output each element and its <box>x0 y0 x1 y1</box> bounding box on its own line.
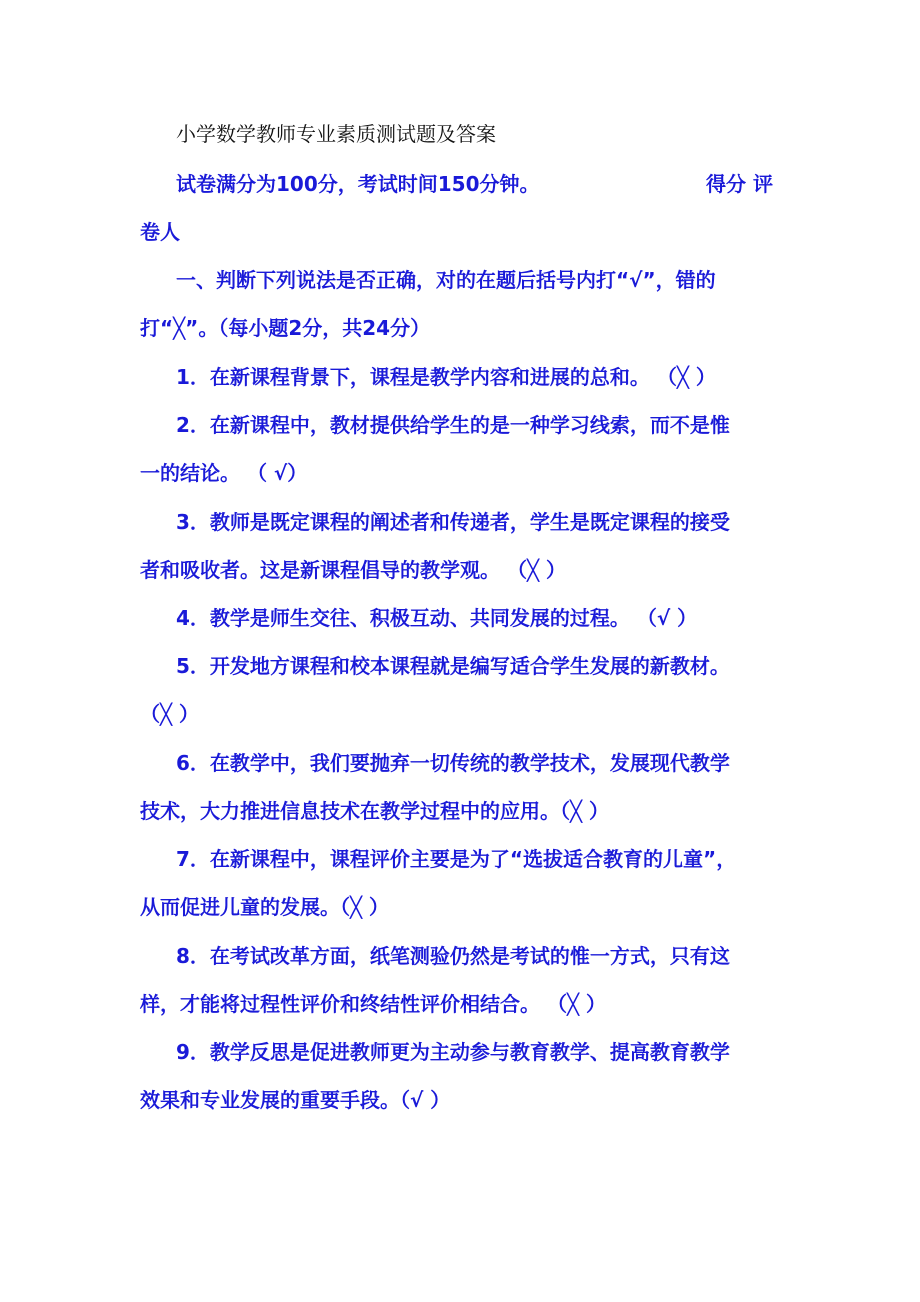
score-reviewer-label-cont: 卷人 <box>140 220 180 244</box>
question-9-cont: 效果和专业发展的重要手段。（√ ） <box>140 1088 451 1112</box>
question-4: 4．教学是师生交往、积极互动、共同发展的过程。 （√ ） <box>176 606 698 630</box>
section-instruction-line1: 一、判断下列说法是否正确，对的在题后括号内打“√”，错的 <box>176 268 716 292</box>
document-title: 小学数学教师专业素质测试题及答案 <box>176 122 496 146</box>
question-6: 6．在教学中，我们要抛弃一切传统的教学技术，发展现代教学 <box>176 751 730 775</box>
question-8: 8．在考试改革方面，纸笔测验仍然是考试的惟一方式，只有这 <box>176 944 730 968</box>
score-reviewer-label: 得分 评 <box>706 172 773 196</box>
question-1: 1．在新课程背景下，课程是教学内容和进展的总和。 （╳ ） <box>176 365 716 389</box>
question-6-cont: 技术，大力推进信息技术在教学过程中的应用。（╳ ） <box>140 799 610 823</box>
question-7-cont: 从而促进儿童的发展。（╳ ） <box>140 895 390 919</box>
exam-info: 试卷满分为100分，考试时间150分钟。 <box>176 172 540 196</box>
question-2-cont: 一的结论。 （ √） <box>140 461 308 485</box>
question-8-cont: 样，才能将过程性评价和终结性评价相结合。 （╳ ） <box>140 992 606 1016</box>
question-5-cont: （╳ ） <box>140 702 200 726</box>
section-instruction-line2: 打“╳”。（每小题2分，共24分） <box>140 316 431 340</box>
question-3-cont: 者和吸收者。这是新课程倡导的教学观。 （╳ ） <box>140 558 566 582</box>
question-5: 5．开发地方课程和校本课程就是编写适合学生发展的新教材。 <box>176 654 730 678</box>
question-2: 2．在新课程中，教材提供给学生的是一种学习线索，而不是惟 <box>176 413 730 437</box>
question-7: 7．在新课程中，课程评价主要是为了“选拔适合教育的儿童”， <box>176 847 737 871</box>
question-3: 3．教师是既定课程的阐述者和传递者，学生是既定课程的接受 <box>176 510 730 534</box>
question-9: 9．教学反思是促进教师更为主动参与教育教学、提高教育教学 <box>176 1040 730 1064</box>
